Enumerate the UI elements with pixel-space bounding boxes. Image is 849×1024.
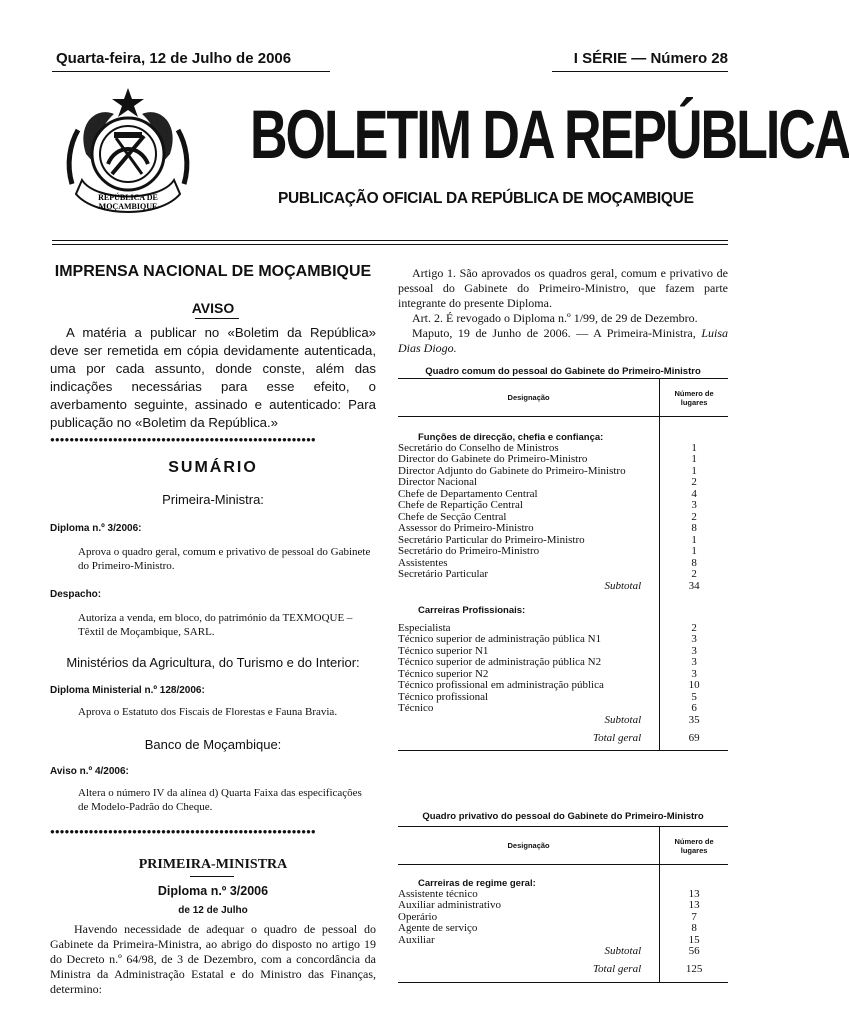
header-rule xyxy=(52,240,728,241)
table-cell: Auxiliar xyxy=(398,933,435,946)
publication-title: BOLETIM DA REPÚBLICA xyxy=(250,97,849,174)
issue-date: Quarta-feira, 12 de Julho de 2006 xyxy=(56,50,292,67)
table-row xyxy=(398,657,728,669)
subtotal-row xyxy=(398,581,728,599)
table-cell: Técnico superior N2 xyxy=(398,667,489,680)
table-cell: Operário xyxy=(398,910,438,923)
imprensa-heading: IMPRENSA NACIONAL DE MOÇAMBIQUE xyxy=(54,263,372,280)
column-header: Número de lugares xyxy=(660,827,728,865)
table-cell: Auxiliar administrativo xyxy=(398,899,501,911)
table-cell: 8 xyxy=(660,923,728,935)
table-cell: 34 xyxy=(660,581,728,599)
table-cell: 1 xyxy=(660,454,728,466)
table-cell: Técnico profissional xyxy=(398,690,489,703)
table-title: Quadro privativo do pessoal do Gabinete do Primeiro-Ministro xyxy=(422,811,704,822)
table-cell: 8 xyxy=(660,523,728,535)
summary-label: Diploma Ministerial n.º 128/2006: xyxy=(50,685,205,696)
table-cell: Chefe de Repartição Central xyxy=(398,499,523,511)
table-cell: Técnico profissional em administração pública xyxy=(398,679,604,691)
table-cell: Assistente técnico xyxy=(398,887,478,900)
aviso-heading: AVISO xyxy=(191,300,235,316)
table-cell: Director Nacional xyxy=(398,476,478,488)
total-row xyxy=(398,964,728,982)
summary-category: Primeira-Ministra: xyxy=(162,492,264,507)
summary-description: Aprova o quadro geral, comum e privativo de pessoal do Gabinete do Primeiro-Ministro. xyxy=(78,546,371,572)
table-group: Carreiras de regime geral: xyxy=(418,877,536,889)
table-row xyxy=(398,454,728,466)
table-cell: Técnico xyxy=(398,702,434,714)
table-cell: Técnico superior de administração pública N1 xyxy=(398,633,602,645)
table-cell: 13 xyxy=(660,889,728,901)
table-row xyxy=(398,935,728,947)
table-cell: 69 xyxy=(660,733,728,751)
table-cell: 3 xyxy=(660,646,728,658)
article-1: Artigo 1. São aprovados os quadros geral, comum e privativo de pessoal do Gabinete do Primeiro-Ministro, que fazem parte integrante do presente Diploma. xyxy=(398,266,728,310)
table-cell: Director Adjunto do Gabinete do Primeiro-Ministro xyxy=(398,464,626,477)
table-cell: Secretário do Conselho de Ministros xyxy=(398,441,559,454)
divider xyxy=(190,876,234,877)
quadro-comum-table xyxy=(398,378,728,751)
table-cell: 4 xyxy=(660,489,728,501)
table-cell: 3 xyxy=(660,669,728,681)
divider xyxy=(52,71,330,72)
diploma-preamble: Havendo necessidade de adequar o quadro de pessoal do Gabinete da Primeira-Ministra, ao abrigo do disposto no artigo 19 do Decreto n.º 64/98, de 3 de Dezembro, com a concordância da Ministra da Administração Estatal e do Ministro das Finanças, determino: xyxy=(50,922,376,996)
table-cell: 2 xyxy=(660,512,728,524)
summary-label: Aviso n.º 4/2006: xyxy=(50,766,129,777)
coat-of-arms-emblem xyxy=(56,84,224,228)
table-cell: Total geral xyxy=(592,963,642,975)
table-cell: Secretário Particular xyxy=(398,568,489,580)
divider xyxy=(195,318,239,319)
table-cell: 3 xyxy=(660,634,728,646)
table-cell: Subtotal xyxy=(604,713,642,726)
table-row xyxy=(398,569,728,581)
divider xyxy=(552,71,728,72)
table-cell: 35 xyxy=(660,715,728,733)
table-cell: Chefe de Secção Central xyxy=(398,510,507,523)
table-cell: 6 xyxy=(660,703,728,715)
table-cell: Especialista xyxy=(398,621,451,634)
table-cell: Subtotal xyxy=(604,579,642,592)
column-header: Designação xyxy=(507,393,550,402)
table-row xyxy=(398,546,728,558)
quadro-privativo-table xyxy=(398,826,728,983)
table-group: Funções de direcção, chefia e confiança: xyxy=(418,431,604,443)
column-header: Designação xyxy=(507,841,550,850)
table-row xyxy=(398,500,728,512)
table-cell: 5 xyxy=(660,692,728,704)
table-cell: 1 xyxy=(660,535,728,547)
table-cell: 15 xyxy=(660,935,728,947)
table-cell: 125 xyxy=(660,964,728,982)
table-cell: 1 xyxy=(660,546,728,558)
total-row xyxy=(398,733,728,751)
table-cell: 10 xyxy=(660,680,728,692)
table-cell: Secretário do Primeiro-Ministro xyxy=(398,545,540,557)
emblem-text-bottom: MOÇAMBIQUE xyxy=(98,202,158,211)
diploma-date: de 12 de Julho xyxy=(178,905,248,916)
table-cell: 3 xyxy=(660,500,728,512)
summary-category: Ministérios da Agricultura, do Turismo e do Interior: xyxy=(66,655,360,670)
table-row xyxy=(398,900,728,912)
table-row xyxy=(398,692,728,704)
maputo-date: Maputo, 19 de Junho de 2006. — A Primeira-Ministra, xyxy=(412,326,702,340)
summary-category: Banco de Moçambique: xyxy=(144,737,282,752)
table-cell: 13 xyxy=(660,900,728,912)
table-cell: Técnico superior de administração pública N2 xyxy=(398,656,602,668)
dotted-separator: ●●●●●●●●●●●●●●●●●●●●●●●●●●●●●●●●●●●●●●●●●●●●●●●●●●●●●●● xyxy=(50,827,316,836)
aviso-text: A matéria a publicar no «Boletim da República» deve ser remetida em cópia devidamente autenticada, uma por cada assunto, donde conste, além das indicações necessárias para esse efeito, o averbamento seguinte, assinado e autenticado: Para publicação no «Boletim da República.» xyxy=(50,325,376,430)
table-row xyxy=(398,523,728,535)
table-cell: Assessor do Primeiro-Ministro xyxy=(398,522,534,534)
diploma-heading: Diploma n.º 3/2006 xyxy=(157,884,269,898)
table-cell: Assistentes xyxy=(398,556,448,569)
table-cell: 1 xyxy=(660,466,728,478)
table-cell: Chefe de Departamento Central xyxy=(398,487,538,500)
emblem-text-top: REPÚBLICA DE xyxy=(98,193,158,202)
table-cell: Total geral xyxy=(592,731,642,744)
header-rule xyxy=(52,244,728,245)
subtotal-row xyxy=(398,946,728,964)
summary-description: Altera o número IV da alínea d) Quarta Faixa das especificações de Modelo-Padrão do Cheque. xyxy=(78,787,362,813)
table-title: Quadro comum do pessoal do Gabinete do Primeiro-Ministro xyxy=(425,366,701,377)
dotted-separator: ●●●●●●●●●●●●●●●●●●●●●●●●●●●●●●●●●●●●●●●●●●●●●●●●●●●●●●● xyxy=(50,435,316,444)
table-cell: 2 xyxy=(660,569,728,581)
table-cell: Director do Gabinete do Primeiro-Ministro xyxy=(398,453,588,465)
table-cell: Secretário Particular do Primeiro-Ministro xyxy=(398,533,585,546)
table-cell: Subtotal xyxy=(604,945,642,957)
table-cell: Agente de serviço xyxy=(398,922,478,934)
table-row xyxy=(398,634,728,646)
summary-label: Diploma n.º 3/2006: xyxy=(50,523,142,534)
issue-series: I SÉRIE — Número 28 xyxy=(573,50,728,67)
publication-subtitle: PUBLICAÇÃO OFICIAL DA REPÚBLICA DE MOÇAMBIQUE xyxy=(278,190,694,207)
table-cell: 2 xyxy=(660,477,728,489)
summary-description: Aprova o Estatuto dos Fiscais de Florestas e Fauna Bravia. xyxy=(78,706,338,718)
table-cell: Técnico superior N1 xyxy=(398,644,489,657)
subtotal-row xyxy=(398,715,728,733)
table-row xyxy=(398,477,728,489)
signature-line xyxy=(398,326,728,356)
table-cell: 8 xyxy=(660,558,728,570)
sumario-heading: SUMÁRIO xyxy=(168,459,258,476)
table-group: Carreiras Profissionais: xyxy=(418,605,526,616)
table-cell: 7 xyxy=(660,912,728,924)
article-2: Art. 2. É revogado o Diploma n.º 1/99, de 29 de Dezembro. xyxy=(412,311,698,325)
table-cell: 1 xyxy=(660,443,728,455)
table-row xyxy=(398,923,728,935)
signature-name: Luisa Dias Diogo. xyxy=(398,326,728,355)
table-cell: 3 xyxy=(660,657,728,669)
table-cell: 56 xyxy=(660,946,728,964)
table-cell: 2 xyxy=(660,623,728,635)
section-heading: PRIMEIRA-MINISTRA xyxy=(138,857,288,872)
column-header: Número de lugares xyxy=(660,379,728,417)
summary-label: Despacho: xyxy=(50,589,102,600)
summary-description: Autoriza a venda, em bloco, do património da TEXMOQUE – Têxtil de Moçambique, SARL. xyxy=(78,612,353,638)
table-row xyxy=(398,703,728,715)
table-row xyxy=(398,680,728,692)
